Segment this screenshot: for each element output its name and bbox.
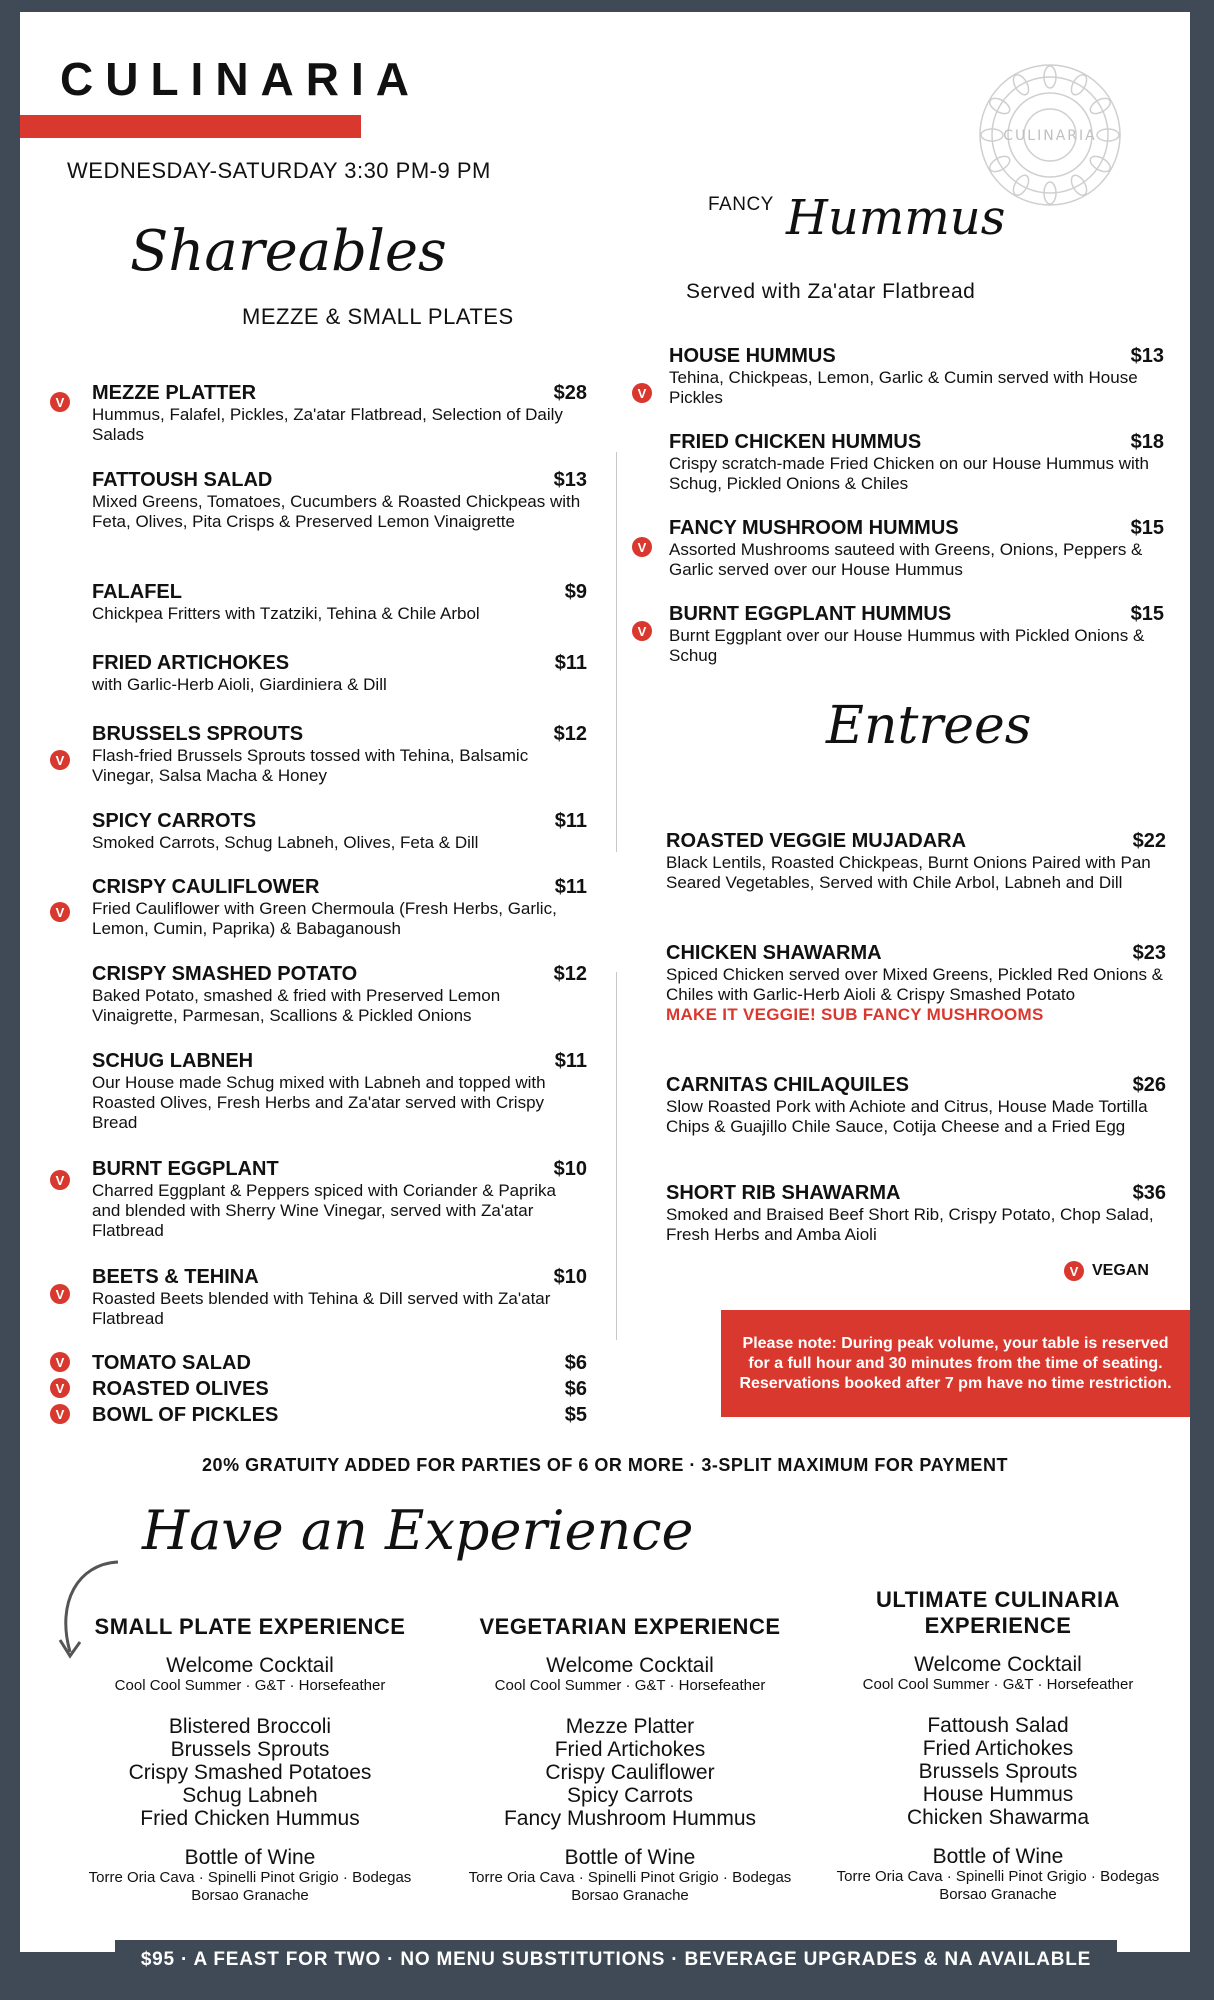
menu-item-description: Burnt Eggplant over our House Hummus with Pickled Onions & Schug (669, 626, 1145, 665)
menu-item-price: $11 (554, 810, 587, 832)
vegan-badge-icon: V (50, 1352, 70, 1372)
welcome-cocktail-label: Welcome Cocktail (546, 1654, 714, 1677)
hummus-title-prefix: FANCY (708, 194, 774, 215)
menu-item-head (669, 603, 1164, 625)
menu-item-name: BURNT EGGPLANT HUMMUS (669, 603, 952, 625)
menu-item-description: Baked Potato, smashed & fried with Preserved Lemon Vinaigrette, Parmesan, Scallions & Pickled Onions (92, 986, 501, 1025)
menu-item-name: BOWL OF PICKLES (92, 1404, 279, 1426)
welcome-cocktail-label: Welcome Cocktail (914, 1653, 1082, 1676)
dish-item: House Hummus (922, 1783, 1074, 1806)
entrees-title: Entrees (826, 696, 1032, 756)
menu-item-name: TOMATO SALAD (92, 1352, 251, 1374)
menu-item-head (92, 876, 587, 898)
menu-item-name: CRISPY SMASHED POTATO (92, 963, 358, 985)
menu-item-veggie-note: MAKE IT VEGGIE! SUB FANCY MUSHROOMS (666, 1005, 1044, 1024)
menu-item-head (92, 1158, 587, 1180)
menu-item-head (92, 1378, 587, 1400)
dish-item: Crispy Cauliflower (545, 1761, 715, 1784)
menu-item-name: HOUSE HUMMUS (669, 345, 836, 367)
menu-item-name: FALAFEL (92, 581, 182, 603)
menu-item-head (92, 1352, 587, 1374)
menu-item (92, 1050, 587, 1133)
accent-bar (20, 115, 361, 138)
dish-list (828, 1714, 1168, 1829)
menu-item-name: BEETS & TEHINA (92, 1266, 259, 1288)
menu-item-head (92, 1266, 587, 1288)
hummus-title: Hummus (786, 190, 1006, 246)
mandala-logo-icon (975, 60, 1125, 210)
menu-item-head (92, 581, 587, 603)
menu-item-price: $28 (553, 382, 587, 404)
menu-item-description: Slow Roasted Pork with Achiote and Citrus, House Made Tortilla Chips & Guajillo Chile Sauce, Cotija Cheese and a Fried Egg (666, 1097, 1148, 1136)
dish-item: Crispy Smashed Potatoes (128, 1761, 372, 1784)
experience-title-label: ULTIMATE CULINARIA EXPERIENCE (875, 1587, 1121, 1638)
menu-item (669, 603, 1164, 666)
brand-title: CULINARIA (60, 53, 421, 105)
menu-item-description: Smoked Carrots, Schug Labneh, Olives, Feta & Dill (92, 833, 479, 852)
dish-item: Fried Artichokes (554, 1738, 706, 1761)
shareables-title: Shareables (130, 219, 447, 284)
experience-title: Have an Experience (142, 1499, 694, 1562)
dish-item: Brussels Sprouts (170, 1738, 330, 1761)
menu-item-price: $26 (1132, 1074, 1166, 1096)
menu-item-price: $13 (553, 469, 587, 491)
menu-item-description: Black Lentils, Roasted Chickpeas, Burnt Onions Paired with Pan Seared Vegetables, Served with Chile Arbol, Labneh and Dill (666, 853, 1151, 892)
menu-item (92, 1378, 587, 1400)
vegan-badge-icon: V (50, 750, 70, 770)
menu-item (92, 876, 587, 939)
menu-item-head (669, 517, 1164, 539)
menu-item-description: Assorted Mushrooms sauteed with Greens, Onions, Peppers & Garlic served over our House Hummus (669, 540, 1143, 579)
menu-item (92, 1404, 587, 1426)
menu-item-price: $15 (1130, 603, 1164, 625)
experience-package (80, 1614, 420, 1905)
menu-item-name: MEZZE PLATTER (92, 382, 257, 404)
vegan-badge-icon: V (50, 1284, 70, 1304)
peak-volume-notice: Please note: During peak volume, your table is reserved for a full hour and 30 minutes from the time of seating. Reservations booked after 7 pm have no time restriction. (721, 1310, 1190, 1417)
menu-item-description: Flash-fried Brussels Sprouts tossed with Tehina, Balsamic Vinegar, Salsa Macha & Honey (92, 746, 529, 785)
menu-item-name: SPICY CARROTS (92, 810, 257, 832)
menu-sheet (20, 12, 1190, 1970)
menu-item-description: Spiced Chicken served over Mixed Greens, Pickled Red Onions & Chiles with Garlic-Herb Aioli & Crispy Smashed Potato (666, 965, 1164, 1004)
menu-item-head (666, 1074, 1166, 1096)
menu-item-name: BURNT EGGPLANT (92, 1158, 279, 1180)
menu-item-head (92, 469, 587, 491)
menu-item-head (666, 1182, 1166, 1204)
menu-item-head (666, 942, 1166, 964)
vegan-badge-icon: V (632, 537, 652, 557)
menu-item-head (92, 810, 587, 832)
menu-item-price: $5 (564, 1404, 587, 1426)
menu-item-name: FANCY MUSHROOM HUMMUS (669, 517, 959, 539)
menu-item-price: $9 (564, 581, 587, 603)
dish-list (460, 1715, 800, 1830)
shareables-subtitle: MEZZE & SMALL PLATES (242, 304, 514, 329)
bottle-of-wine-label: Bottle of Wine (564, 1846, 696, 1869)
cocktail-options: Cool Cool Summer · G&T · Horsefeather (114, 1677, 386, 1694)
dish-item: Fancy Mushroom Hummus (503, 1807, 757, 1830)
menu-item-head (669, 431, 1164, 453)
menu-item-price: $10 (553, 1266, 587, 1288)
menu-item-price: $11 (554, 1050, 587, 1072)
wine-options: Torre Oria Cava · Spinelli Pinot Grigio · Bodegas Borsao Granache (836, 1868, 1160, 1903)
menu-item-name: BRUSSELS SPROUTS (92, 723, 304, 745)
menu-item-head (92, 652, 587, 674)
column-divider (616, 972, 617, 1340)
wine-options: Torre Oria Cava · Spinelli Pinot Grigio · Bodegas Borsao Granache (468, 1869, 792, 1904)
menu-item (666, 1074, 1166, 1137)
menu-item-name: FRIED CHICKEN HUMMUS (669, 431, 922, 453)
vegan-legend (1064, 1261, 1149, 1281)
experience-title-label: SMALL PLATE EXPERIENCE (94, 1614, 406, 1639)
bottle-of-wine-label: Bottle of Wine (932, 1845, 1064, 1868)
menu-item-name: FRIED ARTICHOKES (92, 652, 290, 674)
menu-item-description: Hummus, Falafel, Pickles, Za'atar Flatbread, Selection of Daily Salads (92, 405, 563, 444)
dish-item: Blistered Broccoli (168, 1715, 332, 1738)
menu-item-head (92, 963, 587, 985)
dish-list (80, 1715, 420, 1830)
menu-item-price: $23 (1132, 942, 1166, 964)
footer-banner: $95 · A FEAST FOR TWO · NO MENU SUBSTITUTIONS · BEVERAGE UPGRADES & NA AVAILABLE (115, 1940, 1117, 1980)
svg-text:CULINARIA: CULINARIA (1003, 128, 1097, 144)
menu-item-name: CARNITAS CHILAQUILES (666, 1074, 909, 1096)
menu-item-price: $10 (553, 1158, 587, 1180)
column-divider (616, 452, 617, 852)
menu-item (92, 963, 587, 1026)
menu-item-head (92, 723, 587, 745)
menu-item (92, 1158, 587, 1241)
experience-package (828, 1587, 1168, 1904)
vegan-badge-icon: V (50, 1378, 70, 1398)
menu-item-price: $12 (553, 723, 587, 745)
menu-item-name: SCHUG LABNEH (92, 1050, 254, 1072)
menu-item-price: $15 (1130, 517, 1164, 539)
menu-item-price: $11 (554, 652, 587, 674)
menu-item-head (92, 1050, 587, 1072)
menu-item-price: $6 (564, 1352, 587, 1374)
menu-item (669, 517, 1164, 580)
dish-item: Schug Labneh (182, 1784, 318, 1807)
vegan-badge-icon: V (632, 621, 652, 641)
hummus-subtitle: Served with Za'atar Flatbread (686, 280, 976, 303)
menu-item-description: Chickpea Fritters with Tzatziki, Tehina & Chile Arbol (92, 604, 480, 623)
menu-item-description: with Garlic-Herb Aioli, Giardiniera & Dill (92, 675, 387, 694)
menu-item-description: Smoked and Braised Beef Short Rib, Crispy Potato, Chop Salad, Fresh Herbs and Amba Aioli (666, 1205, 1154, 1244)
menu-item-head (669, 345, 1164, 367)
cocktail-options: Cool Cool Summer · G&T · Horsefeather (494, 1677, 766, 1694)
menu-item-name: ROASTED OLIVES (92, 1378, 269, 1400)
vegan-badge-icon: V (50, 392, 70, 412)
menu-item (92, 469, 587, 532)
dish-item: Fried Chicken Hummus (140, 1807, 360, 1830)
menu-item-description: Roasted Beets blended with Tehina & Dill served with Za'atar Flatbread (92, 1289, 551, 1328)
vegan-badge-icon: V (50, 902, 70, 922)
menu-item (669, 345, 1164, 408)
menu-item (92, 382, 587, 445)
menu-item (666, 1182, 1166, 1245)
menu-item-name: FATTOUSH SALAD (92, 469, 273, 491)
experience-package (460, 1614, 800, 1905)
menu-item (92, 1266, 587, 1329)
menu-item-price: $36 (1132, 1182, 1166, 1204)
menu-item (92, 723, 587, 786)
menu-item-price: $12 (553, 963, 587, 985)
dish-item: Brussels Sprouts (918, 1760, 1078, 1783)
vegan-badge-icon: V (1064, 1261, 1084, 1281)
menu-item (666, 942, 1166, 1025)
vegan-badge-icon: V (50, 1404, 70, 1424)
menu-item-name: ROASTED VEGGIE MUJADARA (666, 830, 967, 852)
dish-item: Chicken Shawarma (906, 1806, 1090, 1829)
menu-item-price: $13 (1130, 345, 1164, 367)
hours-text: WEDNESDAY-SATURDAY 3:30 PM-9 PM (67, 158, 491, 183)
bottle-of-wine-label: Bottle of Wine (184, 1846, 316, 1869)
dish-item: Fried Artichokes (922, 1737, 1074, 1760)
vegan-legend-label: VEGAN (1092, 1262, 1149, 1279)
dish-item: Fattoush Salad (927, 1714, 1069, 1737)
menu-item-head (92, 382, 587, 404)
menu-item (92, 581, 587, 624)
menu-item-head (92, 1404, 587, 1426)
menu-item-price: $6 (564, 1378, 587, 1400)
dish-item: Mezze Platter (565, 1715, 695, 1738)
menu-item-name: CHICKEN SHAWARMA (666, 942, 882, 964)
dish-item: Spicy Carrots (566, 1784, 694, 1807)
gratuity-policy: 20% GRATUITY ADDED FOR PARTIES OF 6 OR MORE · 3-SPLIT MAXIMUM FOR PAYMENT (202, 1455, 1008, 1475)
menu-item-description: Our House made Schug mixed with Labneh and topped with Roasted Olives, Fresh Herbs and Za'atar served with Crispy Bread (92, 1073, 546, 1132)
vegan-badge-icon: V (50, 1170, 70, 1190)
menu-item (669, 431, 1164, 494)
menu-item-name: CRISPY CAULIFLOWER (92, 876, 320, 898)
welcome-cocktail-label: Welcome Cocktail (166, 1654, 334, 1677)
menu-item-description: Crispy scratch-made Fried Chicken on our House Hummus with Schug, Pickled Onions & Chiles (669, 454, 1149, 493)
menu-item (92, 810, 587, 853)
menu-item (92, 1352, 587, 1374)
wine-options: Torre Oria Cava · Spinelli Pinot Grigio · Bodegas Borsao Granache (88, 1869, 412, 1904)
menu-item-name: SHORT RIB SHAWARMA (666, 1182, 901, 1204)
experience-title-label: VEGETARIAN EXPERIENCE (479, 1614, 781, 1639)
menu-item (92, 652, 587, 695)
vegan-badge-icon: V (632, 383, 652, 403)
menu-item-description: Tehina, Chickpeas, Lemon, Garlic & Cumin served with House Pickles (669, 368, 1138, 407)
menu-item-price: $18 (1130, 431, 1164, 453)
menu-item-description: Fried Cauliflower with Green Chermoula (Fresh Herbs, Garlic, Lemon, Cumin, Paprika) & Babaganoush (92, 899, 557, 938)
menu-item-description: Mixed Greens, Tomatoes, Cucumbers & Roasted Chickpeas with Feta, Olives, Pita Crisps & Preserved Lemon Vinaigrette (92, 492, 581, 531)
menu-item-price: $22 (1132, 830, 1166, 852)
menu-item (666, 830, 1166, 893)
menu-item-head (666, 830, 1166, 852)
menu-item-description: Charred Eggplant & Peppers spiced with Coriander & Paprika and blended with Sherry Wine Vinegar, served with Za'atar Flatbread (92, 1181, 556, 1240)
cocktail-options: Cool Cool Summer · G&T · Horsefeather (862, 1676, 1134, 1693)
menu-item-price: $11 (554, 876, 587, 898)
